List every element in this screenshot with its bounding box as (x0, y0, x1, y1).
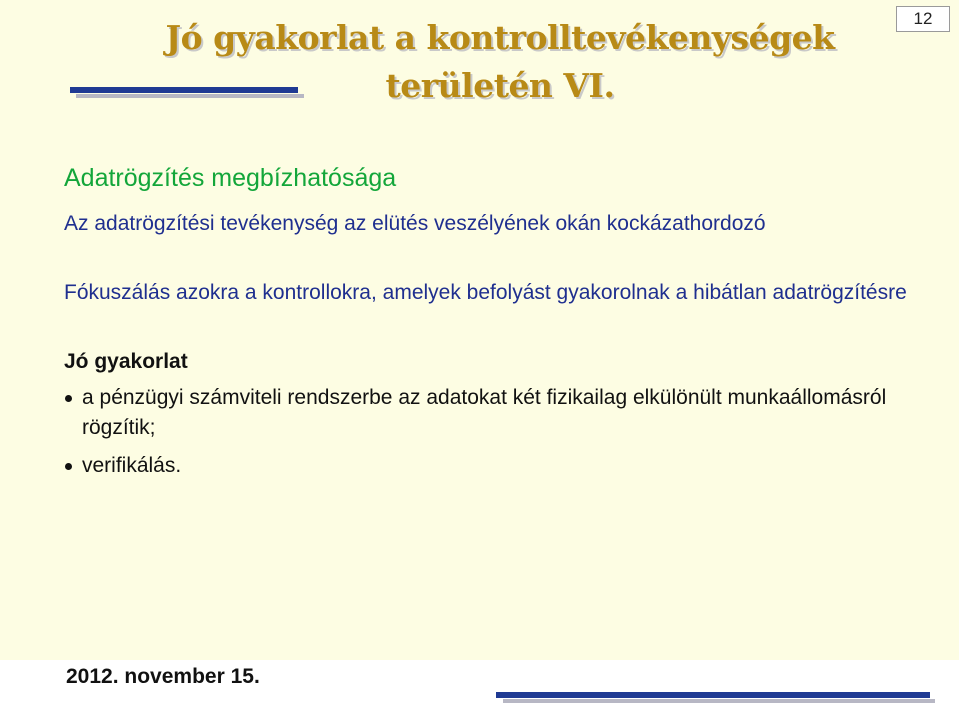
slide-title-line-1: Jó gyakorlat a kontrolltevékenységek (165, 18, 835, 57)
footer-bar-shadow (503, 699, 935, 703)
paragraph-focus: Fókuszálás azokra a kontrollokra, amelyek befolyást gyakorolnak a hibátlan adatrögzítésre (64, 281, 907, 304)
paragraph-spacer (64, 238, 914, 279)
paragraph-spacer (64, 307, 914, 348)
list-item: a pénzügyi számviteli rendszerbe az adatokat két fizikailag elkülönült munkaállomásról rögzítik; (64, 383, 914, 443)
paragraph-risk: Az adatrögzítési tevékenység az elütés veszélyének okán kockázathordozó (64, 212, 766, 235)
title-underline-bar (70, 87, 298, 93)
footer-bar (496, 692, 930, 698)
slide-title-line-2: területén VI. (385, 66, 615, 105)
slide-content (64, 162, 914, 489)
good-practice-list (64, 383, 914, 481)
section-heading: Adatrögzítés megbízhatósága (64, 164, 397, 192)
list-item: verifikálás. (64, 451, 914, 481)
footer-date: 2012. november 15. (66, 665, 260, 688)
page-number: 12 (896, 6, 950, 32)
title-underline-shadow (76, 94, 304, 98)
good-practice-heading: Jó gyakorlat (64, 350, 188, 373)
